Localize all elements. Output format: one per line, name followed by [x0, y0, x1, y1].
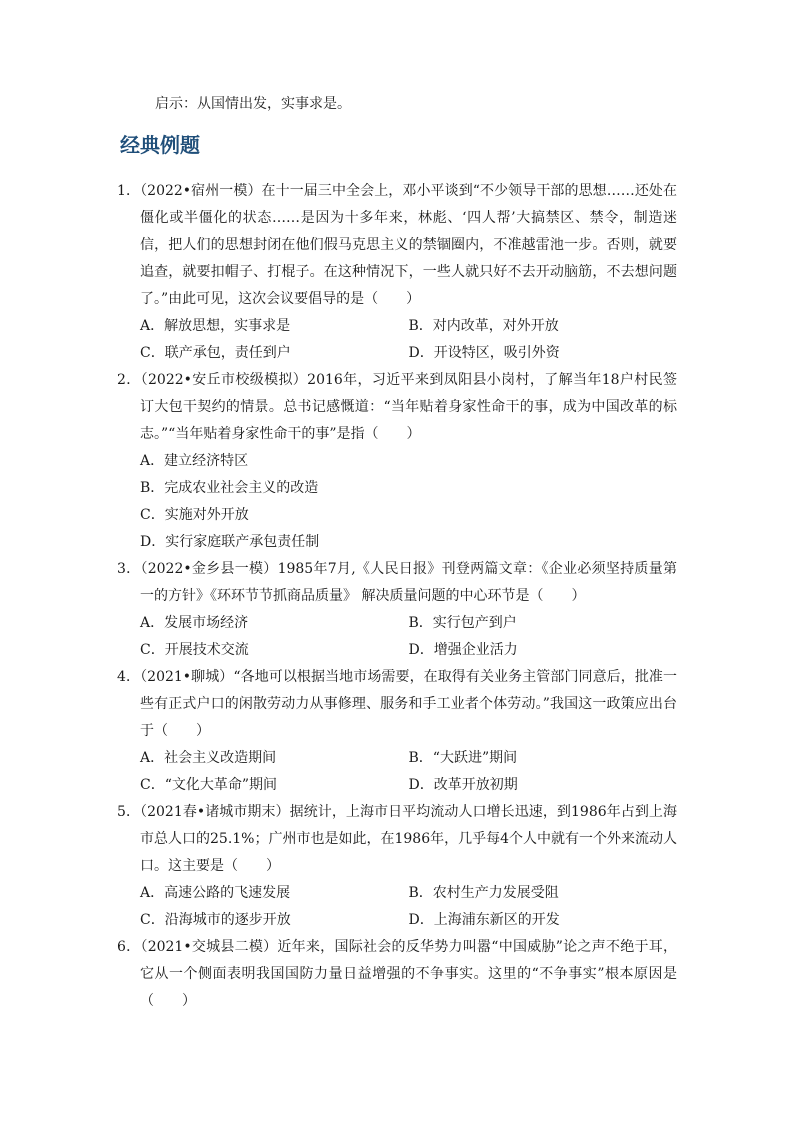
question-source: （2022•宿州一模）: [140, 183, 262, 199]
option-label: A．: [140, 615, 165, 631]
intro-text: 启示：从国情出发，实事求是。: [155, 96, 351, 112]
option-text: 上海浦东新区的开发: [433, 912, 560, 928]
option-label: D．: [408, 642, 434, 658]
option-label: B．: [408, 750, 433, 766]
option-list: [117, 610, 677, 664]
option-text: 实施对外开放: [164, 507, 249, 523]
option-text: 开设特区，吸引外资: [433, 345, 560, 361]
option-text: 开展技术交流: [164, 642, 249, 658]
option-label: C．: [140, 642, 165, 658]
question-number: 5．: [117, 804, 141, 820]
question-stem: [117, 367, 677, 448]
option-label: A．: [140, 750, 165, 766]
option-b: [140, 475, 677, 502]
option-a: [140, 745, 409, 772]
question-stem: [117, 178, 677, 313]
option-text: 对内改革，对外开放: [432, 318, 559, 334]
option-list: [117, 880, 677, 934]
option-d: [409, 340, 678, 367]
option-text: “文化大革命”期间: [164, 777, 278, 793]
option-text: 沿海城市的逐步开放: [164, 912, 291, 928]
option-list: [117, 313, 677, 367]
option-text: 实行家庭联产承包责任制: [165, 534, 320, 550]
question-5: [117, 799, 677, 934]
question-text: “各地可以根据当地市场需要，在取得有关业务主管部门同意后，批准一些有正式户口的闲散劳动力从事修理、服务和手工业者个体劳动。”我国这一政策应出台于（ ）: [140, 669, 678, 739]
question-source: （2021•交城县二模）: [140, 939, 278, 955]
option-b: [409, 610, 678, 637]
option-label: D．: [408, 912, 434, 928]
option-row: [140, 880, 677, 907]
option-label: A．: [140, 885, 165, 901]
question-stem: [117, 664, 677, 745]
option-label: B．: [408, 885, 433, 901]
option-c: [140, 637, 409, 664]
option-text: 增强企业活力: [433, 642, 518, 658]
question-4: [117, 664, 677, 799]
option-d: [409, 637, 678, 664]
option-text: 完成农业社会主义的改造: [164, 480, 319, 496]
question-stem: [117, 934, 677, 1015]
question-text: 近年来，国际社会的反华势力叫嚣“中国威胁”论之声不绝于耳，它从一个侧面表明我国国防力量日益增强的不争事实。这里的“不争事实”根本原因是（ ）: [140, 939, 677, 1009]
option-text: 联产承包，责任到户: [164, 345, 291, 361]
option-b: [409, 313, 678, 340]
option-d: [140, 529, 677, 556]
option-text: 建立经济特区: [164, 453, 249, 469]
option-label: D．: [408, 777, 434, 793]
option-label: A．: [140, 318, 165, 334]
question-6: [117, 934, 677, 1015]
option-row: [140, 610, 677, 637]
question-1: [117, 178, 677, 367]
question-2: [117, 367, 677, 556]
option-row: [140, 637, 677, 664]
question-text: 据统计，上海市日平均流动人口增长迅速，到1986年占到上海市总人口的25.1%；广州市也是如此，在1986年，几乎每4个人中就有一个外来流动人口。这主要是（ ）: [140, 804, 678, 874]
option-list: [117, 448, 677, 556]
option-d: [409, 907, 678, 934]
option-text: 发展市场经济: [164, 615, 249, 631]
question-number: 2．: [117, 372, 141, 388]
question-number: 3．: [117, 561, 141, 577]
option-label: C．: [140, 777, 165, 793]
question-text: 1985年7月,《人民日报》刊登两篇文章：《企业必须坚持质量第一的方针》《环环节节抓商品质量》 解决质量问题的中心环节是（ ）: [140, 561, 677, 604]
option-a: [140, 313, 409, 340]
option-c: [140, 502, 677, 529]
option-c: [140, 772, 409, 799]
option-a: [140, 610, 409, 637]
option-row: [140, 907, 677, 934]
option-label: C．: [140, 912, 165, 928]
question-3: [117, 556, 677, 664]
option-text: “大跃进”期间: [432, 750, 518, 766]
option-b: [409, 745, 678, 772]
option-label: B．: [140, 480, 165, 496]
option-text: 社会主义改造期间: [164, 750, 277, 766]
option-c: [140, 907, 409, 934]
option-text: 农村生产力发展受阻: [432, 885, 559, 901]
option-text: 解放思想，实事求是: [164, 318, 291, 334]
option-row: [140, 313, 677, 340]
option-list: [117, 745, 677, 799]
option-text: 改革开放初期: [433, 777, 518, 793]
option-label: B．: [408, 318, 433, 334]
question-list: [117, 178, 677, 1015]
option-a: [140, 880, 409, 907]
question-stem: [117, 799, 677, 880]
question-stem: [117, 556, 677, 610]
option-a: [140, 448, 677, 475]
option-d: [409, 772, 678, 799]
section-title: 经典例题: [120, 133, 200, 157]
question-text: 在十一届三中全会上，邓小平谈到“不少领导干部的思想……还处在僵化或半僵化的状态……是因为十多年来，林彪、‘四人帮’大搞禁区、禁令，制造迷信，把人们的思想封闭在他们假马克思主义的禁锢圈内，不准越雷池一步。否则，就要追查，就要扣帽子、打棍子。在这种情况下，一些人就只好不去开动脑筋，不去想问题了。”由此可见，这次会议要倡导的是（ ）: [140, 183, 677, 307]
question-number: 1．: [117, 183, 141, 199]
option-label: C．: [140, 345, 165, 361]
question-number: 6．: [117, 939, 141, 955]
option-b: [409, 880, 678, 907]
option-text: 实行包产到户: [432, 615, 517, 631]
option-label: D．: [140, 534, 166, 550]
question-source: （2021•聊城）: [140, 669, 234, 685]
option-label: A．: [140, 453, 165, 469]
question-source: （2021春•诸城市期末）: [140, 804, 290, 820]
option-text: 高速公路的飞速发展: [164, 885, 291, 901]
option-row: [140, 772, 677, 799]
question-source: （2022•金乡县一模）: [140, 561, 278, 577]
question-number: 4．: [117, 669, 141, 685]
question-text: 2016年，习近平来到凤阳县小岗村，了解当年18户村民签订大包干契约的情景。总书记感慨道：“当年贴着身家性命干的事，成为中国改革的标志。”“当年贴着身家性命干的事”是指（ ）: [140, 372, 677, 442]
option-row: [140, 340, 677, 367]
option-label: C．: [140, 507, 165, 523]
option-label: B．: [408, 615, 433, 631]
option-label: D．: [408, 345, 434, 361]
question-source: （2022•安丘市校级模拟）: [140, 372, 308, 388]
option-row: [140, 745, 677, 772]
option-c: [140, 340, 409, 367]
